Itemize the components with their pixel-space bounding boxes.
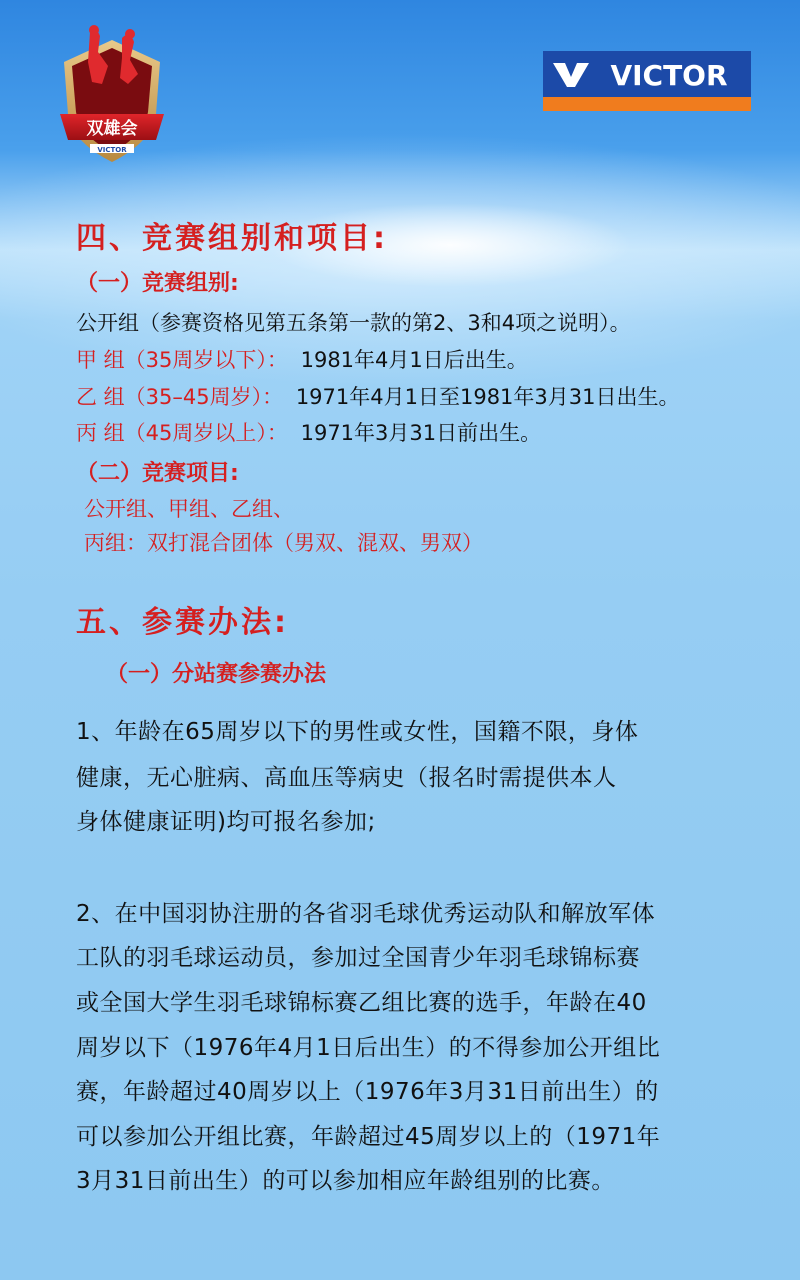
section4-sub2: （二）竞赛项目: [76,461,239,486]
group-a-line [76,344,528,374]
group-c-desc: 1971年3月31日前出生。 [300,421,542,445]
section5-sub1: （一）分站赛参赛办法 [106,662,327,687]
section5-title: 五、参赛办法: [76,605,289,640]
group-a-label: 甲 组（35周岁以下）： [76,348,288,372]
para1-line-1: 1、年龄在65周岁以下的男性或女性，国籍不限，身体 [76,719,639,745]
section4-sub1: （一）竞赛组别: [76,271,239,296]
para2-line-7: 3月31日前出生）的可以参加相应年龄组别的比赛。 [76,1168,615,1194]
para2-line-2: 工队的羽毛球运动员，参加过全国青少年羽毛球锦标赛 [76,945,640,971]
para1-line-3: 身体健康证明)均可报名参加; [76,809,376,835]
badge-brand: VICTOR [97,146,127,154]
group-b-label: 乙 组（35–45周岁）： [76,385,284,409]
group-b-desc: 1971年4月1日至1981年3月31日出生。 [295,385,680,409]
para2-line-6: 可以参加公开组比赛，年龄超过45周岁以上的（1971年 [76,1124,661,1150]
para2-line-3: 或全国大学生羽毛球锦标赛乙组比赛的选手，年龄在40 [76,990,647,1016]
para1-line-2: 健康，无心脏病、高血压等病史（报名时需提供本人 [76,765,617,791]
group-a-desc: 1981年4月1日后出生。 [300,348,528,372]
badge-label: 双雄会 [86,119,138,139]
para2-line-4: 周岁以下（1976年4月1日后出生）的不得参加公开组比 [76,1035,661,1061]
para2-line-1: 2、在中国羽协注册的各省羽毛球优秀运动队和解放军体 [76,901,656,927]
events-line-1: 公开组、甲组、乙组、 [84,497,294,521]
group-c-line [76,417,541,447]
para2-line-5: 赛，年龄超过40周岁以上（1976年3月31日前出生）的 [76,1079,659,1105]
victor-logo-text: VICTOR [610,59,728,92]
open-group-line: 公开组（参赛资格见第五条第一款的第2、3和4项之说明）。 [76,311,631,335]
section4-title: 四、竞赛组别和项目: [76,221,388,256]
group-c-label: 丙 组（45周岁以上）： [76,421,288,445]
events-line-2: 丙组：双打混合团体（男双、混双、男双） [84,531,483,555]
group-b-line [76,381,680,411]
